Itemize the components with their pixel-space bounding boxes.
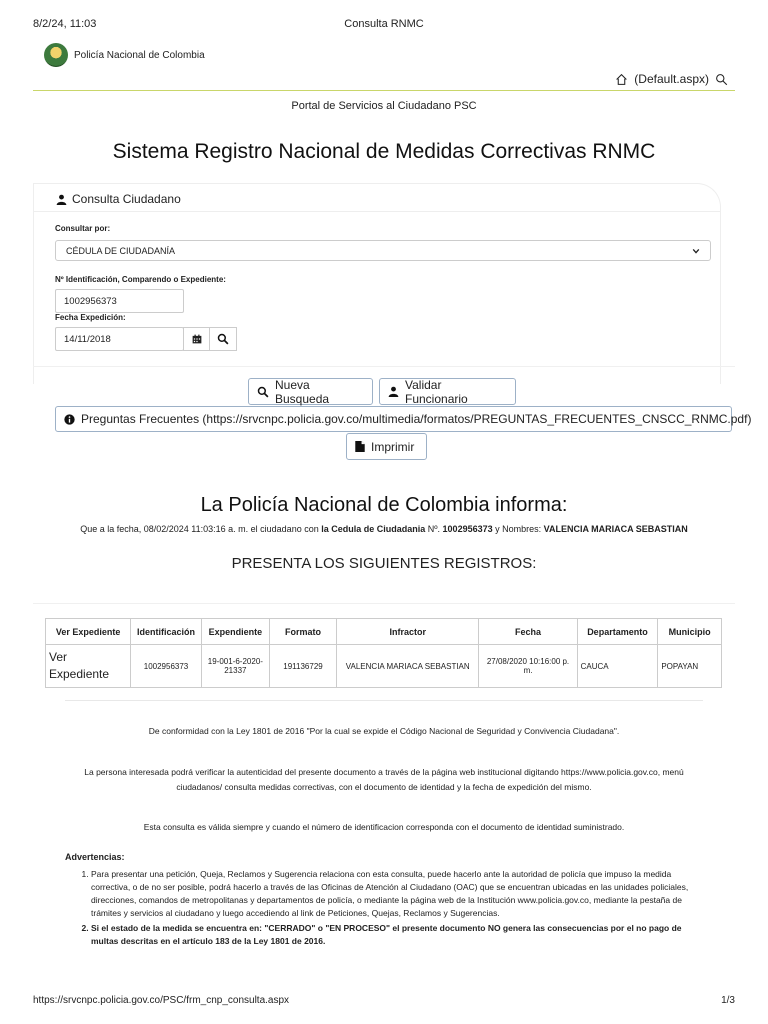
- col-header: Expendiente: [201, 619, 269, 645]
- panel-divider: [33, 211, 721, 212]
- summary-doc-type: la Cedula de Ciudadania: [321, 524, 426, 534]
- search-icon: [257, 386, 269, 398]
- col-header: Infractor: [337, 619, 479, 645]
- document-icon: [355, 441, 365, 452]
- summary-prefix: Que a la fecha, 08/02/2024 11:03:16 a. m. el ciudadano con: [80, 524, 322, 534]
- informa-heading: La Policía Nacional de Colombia informa:: [200, 494, 568, 516]
- search-button[interactable]: [209, 327, 237, 351]
- home-icon[interactable]: [615, 73, 628, 86]
- preguntas-frecuentes-button[interactable]: [55, 406, 752, 432]
- cell-identificacion: 1002956373: [131, 645, 201, 688]
- ver-expediente-link[interactable]: Ver Expediente: [46, 645, 131, 688]
- document-divider: [65, 700, 703, 701]
- consulta-summary: [0, 524, 768, 534]
- print-title: Consulta RNMC: [344, 18, 424, 30]
- imprimir-label: Imprimir: [371, 439, 415, 454]
- panel-heading: [56, 192, 181, 206]
- col-header: Departamento: [577, 619, 658, 645]
- table-header-row: [46, 619, 722, 645]
- panel-heading-label: Consulta Ciudadano: [72, 192, 181, 206]
- footer-url: https://srvcnpc.policia.gov.co/PSC/frm_cnp_consulta.aspx: [33, 995, 290, 1006]
- portal-title: Portal de Servicios al Ciudadano PSC: [291, 100, 477, 112]
- print-date: 8/2/24, 11:03: [33, 18, 97, 30]
- consultar-select[interactable]: [55, 240, 711, 261]
- police-logo-icon: [44, 43, 68, 67]
- user-icon: [56, 194, 67, 205]
- home-link[interactable]: (Default.aspx): [634, 72, 709, 86]
- id-input[interactable]: 1002956373: [55, 289, 184, 313]
- summary-names: VALENCIA MARIACA SEBASTIAN: [543, 524, 688, 534]
- validar-funcionario-label: Validar Funcionario: [405, 377, 468, 406]
- verificar-paragraph: La persona interesada podrá verificar la autenticidad del presente documento a través de la página web institucional digitando https://www.policia.gov.co, menú ciudadanos/ consulta medidas correctivas, con el documento de identidad y la fecha de expedición del mismo.: [84, 767, 684, 792]
- calendar-icon: [192, 334, 202, 344]
- section-divider: [33, 603, 735, 604]
- cell-infractor: VALENCIA MARIACA SEBASTIAN: [337, 645, 479, 688]
- page-number: 1/3: [721, 995, 735, 1006]
- search-icon: [217, 333, 229, 345]
- consultar-label: Consultar por:: [55, 224, 111, 233]
- col-header: Fecha: [479, 619, 577, 645]
- info-icon: [64, 414, 75, 425]
- cell-fecha: 27/08/2020 10:16:00 p. m.: [479, 645, 577, 688]
- calendar-button[interactable]: [183, 327, 210, 351]
- consultar-value: CÉDULA DE CIUDADANÍA: [66, 245, 176, 256]
- imprimir-button[interactable]: [346, 433, 427, 460]
- page-title: Sistema Registro Nacional de Medidas Correctivas RNMC: [112, 140, 656, 163]
- col-header: Ver Expediente: [46, 619, 131, 645]
- cell-departamento: CAUCA: [577, 645, 658, 688]
- registros-heading: PRESENTA LOS SIGUIENTES REGISTROS:: [231, 555, 537, 572]
- top-nav: [615, 72, 728, 86]
- fecha-label: Fecha Expedición:: [55, 313, 126, 322]
- col-header: Identificación: [131, 619, 201, 645]
- table-row: [46, 645, 722, 688]
- summary-names-prefix: y Nombres:: [492, 524, 544, 534]
- brand-name: Policía Nacional de Colombia: [74, 49, 205, 61]
- id-label: Nº Identificación, Comparendo o Expediente:: [55, 275, 226, 284]
- cell-formato: 191136729: [269, 645, 336, 688]
- section-divider: [33, 366, 735, 367]
- cell-expediente: 19-001-6-2020-21337: [201, 645, 269, 688]
- user-icon: [388, 386, 399, 397]
- nueva-busqueda-button[interactable]: [248, 378, 373, 405]
- nueva-busqueda-label: Nueva Busqueda: [275, 377, 330, 406]
- summary-num-prefix: Nº.: [425, 524, 443, 534]
- preguntas-frecuentes-label: Preguntas Frecuentes (https://srvcnpc.policia.gov.co/multimedia/formatos/PREGUNTAS_FRECUENTES_CNSCC_RNMC.pdf): [81, 412, 752, 426]
- validar-funcionario-button[interactable]: [379, 378, 516, 405]
- results-table: [45, 618, 722, 688]
- search-icon[interactable]: [715, 73, 728, 86]
- list-item: 2. Si el estado de la medida se encuentra en: "CERRADO" o "EN PROCESO" el presente documento NO genera las consecuencias por el no pago de multas descritas en el artículo 183 de la Ley 1801 de 2016.: [91, 922, 708, 948]
- summary-doc-number: 1002956373: [442, 524, 493, 534]
- fecha-input[interactable]: 14/11/2018: [55, 327, 184, 351]
- list-item: 1. Para presentar una petición, Queja, Reclamos y Sugerencia relaciona con esta consulta, puede hacerlo ante la autoridad de policía que impuso la medida correctiva, o de no ser posible, podrá hacerlo a través de las Oficinas de Atención al Ciudadano (OAC) que se encuentran ubicadas en las unidades policiales, direcciones, comandos de metropolitanas y departamentos de policía, o mediante la página web de la Institución www.policia.gov.co, mediante la pestaña de trámites y servicios al ciudadano y luego accediendo al link de Peticiones, Quejas, Reclamos y Sugerencias.: [91, 868, 708, 920]
- ley-paragraph: De conformidad con la Ley 1801 de 2016 "Por la cual se expide el Código Nacional de Seguridad y Convivencia Ciudadana".: [148, 726, 620, 736]
- advertencias-title: Advertencias:: [65, 852, 125, 862]
- header-divider: [33, 90, 735, 91]
- col-header: Formato: [269, 619, 336, 645]
- valida-paragraph: Esta consulta es válida siempre y cuando el número de identificacion corresponda con el documento de identidad suministrado.: [143, 822, 625, 832]
- cell-municipio: POPAYAN: [658, 645, 722, 688]
- advertencias-list: [65, 868, 708, 950]
- brand[interactable]: [44, 43, 205, 67]
- chevron-down-icon: [692, 247, 700, 255]
- col-header: Municipio: [658, 619, 722, 645]
